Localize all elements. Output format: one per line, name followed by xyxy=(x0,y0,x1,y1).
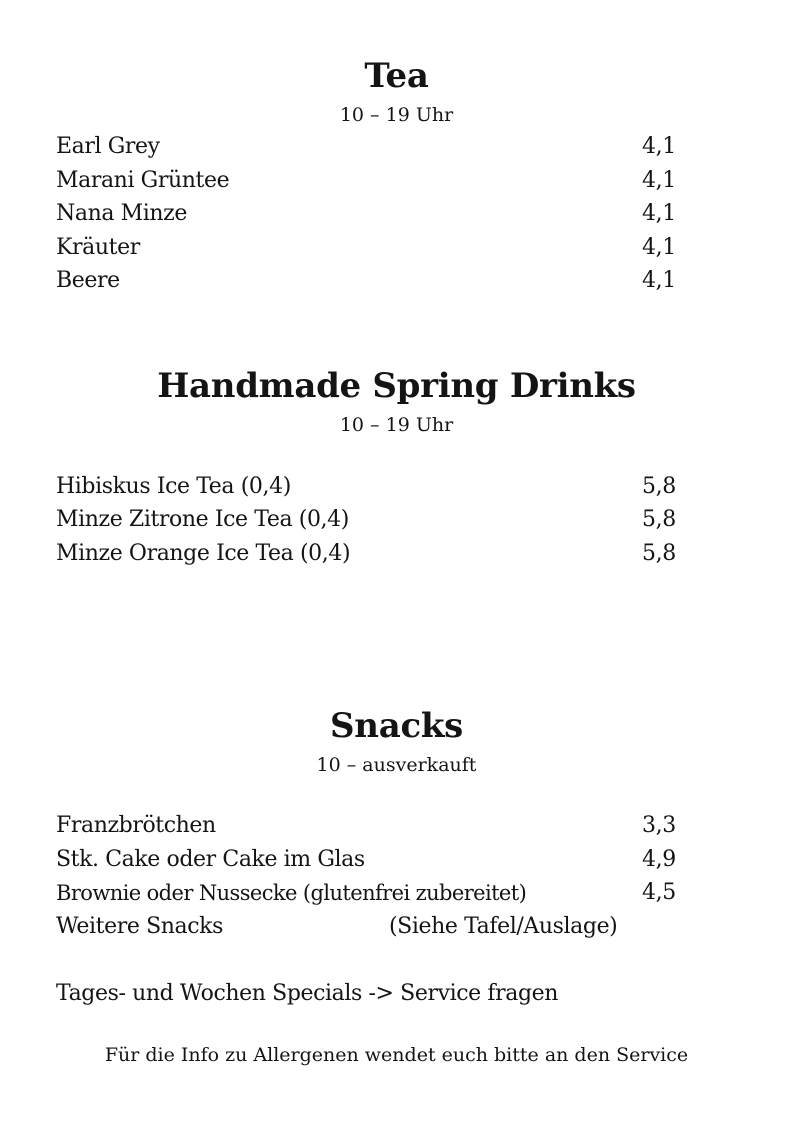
menu-item xyxy=(56,878,696,908)
menu-item-price: 4,1 xyxy=(642,134,676,159)
menu-item-price: 3,3 xyxy=(642,813,676,838)
menu-item xyxy=(56,132,696,162)
menu-item xyxy=(56,166,696,196)
menu-item-name: Nana Minze xyxy=(56,201,187,226)
menu-item-name: Earl Grey xyxy=(56,134,160,159)
menu-item xyxy=(56,845,696,875)
menu-item-price: 4,9 xyxy=(642,847,676,872)
menu-item-name: Brownie oder Nussecke (glutenfrei zubereitet) xyxy=(56,881,527,905)
tea-section-title: Tea xyxy=(364,56,429,96)
menu-item-note: (Siehe Tafel/Auslage) xyxy=(389,914,618,939)
menu-item-price: 5,8 xyxy=(642,474,676,499)
menu-item-name: Kräuter xyxy=(56,235,140,260)
menu-item-name: Weitere Snacks xyxy=(56,914,223,939)
menu-item xyxy=(56,266,696,296)
snacks-section-title: Snacks xyxy=(330,706,463,746)
menu-item-name: Stk. Cake oder Cake im Glas xyxy=(56,847,365,872)
menu-item-price: 4,1 xyxy=(642,235,676,260)
menu-item xyxy=(56,539,696,569)
menu-item-price: 4,1 xyxy=(642,168,676,193)
menu-item xyxy=(56,472,696,502)
menu-item xyxy=(56,912,696,942)
menu-item-name: Minze Zitrone Ice Tea (0,4) xyxy=(56,507,349,532)
menu-item-price: 5,8 xyxy=(642,541,676,566)
menu-item xyxy=(56,811,696,841)
tea-section-hours: 10 – 19 Uhr xyxy=(339,104,454,126)
allergen-note: Für die Info zu Allergenen wendet euch bitte an den Service xyxy=(104,1044,689,1066)
menu-item xyxy=(56,505,696,535)
menu-item xyxy=(56,199,696,229)
menu-item-price: 4,5 xyxy=(642,880,676,905)
spring-drinks-section-hours: 10 – 19 Uhr xyxy=(339,414,454,436)
specials-note: Tages- und Wochen Specials -> Service fragen xyxy=(56,981,559,1006)
spring-drinks-section-title: Handmade Spring Drinks xyxy=(157,366,636,406)
menu-item-name: Marani Grüntee xyxy=(56,168,230,193)
menu-item-price: 5,8 xyxy=(642,507,676,532)
menu-item-name: Minze Orange Ice Tea (0,4) xyxy=(56,541,351,566)
menu-item-price: 4,1 xyxy=(642,201,676,226)
snacks-section-hours: 10 – ausverkauft xyxy=(316,754,477,776)
menu-item-price: 4,1 xyxy=(642,268,676,293)
menu-item-name: Beere xyxy=(56,268,120,293)
menu-item xyxy=(56,233,696,263)
menu-item-name: Hibiskus Ice Tea (0,4) xyxy=(56,474,291,499)
menu-item-name: Franzbrötchen xyxy=(56,813,216,838)
